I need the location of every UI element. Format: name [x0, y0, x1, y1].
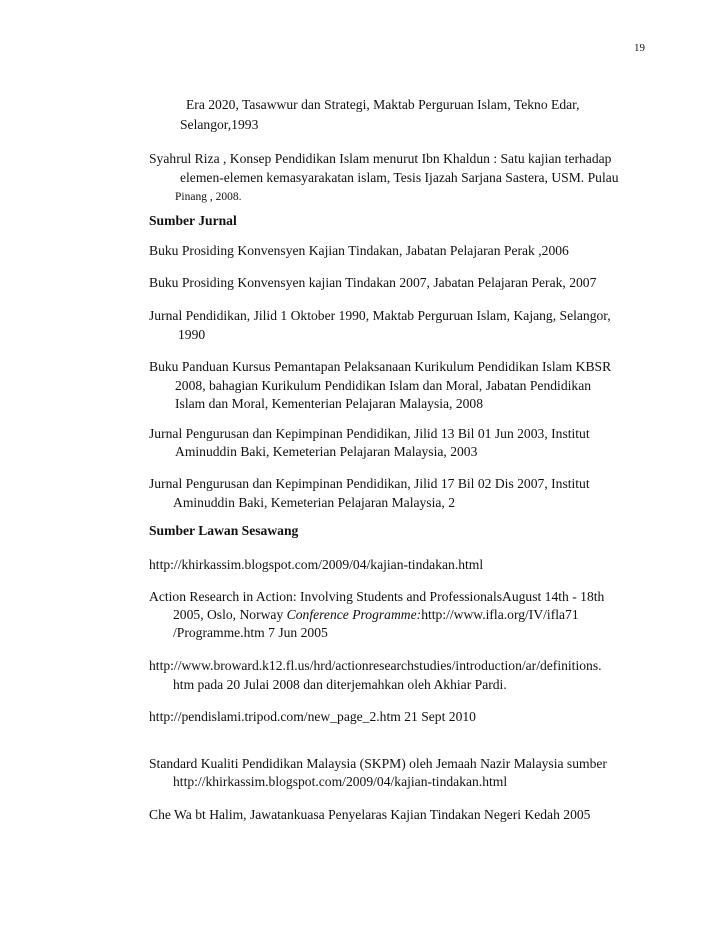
reference-line: Jurnal Pendidikan, Jilid 1 Oktober 1990, Maktab Perguruan Islam, Kajang, Selangor,	[149, 308, 611, 323]
reference-line: Buku Prosiding Konvensyen kajian Tindakan 2007, Jabatan Pelajaran Perak, 2007	[149, 275, 597, 290]
reference-line: Jurnal Pengurusan dan Kepimpinan Pendidikan, Jilid 13 Bil 01 Jun 2003, Institut	[149, 426, 590, 441]
reference-line: Era 2020, Tasawwur dan Strategi, Maktab Perguruan Islam, Tekno Edar,	[186, 97, 580, 112]
reference-text: 2005, Oslo, Norway	[173, 607, 287, 622]
reference-link[interactable]: http://khirkassim.blogspot.com/2009/04/kajian-tindakan.html	[149, 557, 484, 572]
reference-line: Selangor,1993	[180, 117, 259, 132]
reference-line: Buku Prosiding Konvensyen Kajian Tindakan, Jabatan Pelajaran Perak ,2006	[149, 243, 569, 258]
reference-line: elemen-elemen kemasyarakatan islam, Tesis Ijazah Sarjana Sastera, USM. Pulau	[180, 170, 619, 185]
page-number: 19	[634, 42, 645, 54]
conference-programme-label: Conference Programme:	[286, 607, 422, 622]
reference-line: 2008, bahagian Kurikulum Pendidikan Islam dan Moral, Jabatan Pendidikan	[175, 378, 592, 393]
reference-link[interactable]: http://www.broward.k12.fl.us/hrd/actionresearchstudies/introduction/ar/definitions.	[149, 658, 602, 673]
reference-line: Islam dan Moral, Kementerian Pelajaran Malaysia, 2008	[175, 396, 484, 411]
reference-line: Jurnal Pengurusan dan Kepimpinan Pendidikan, Jilid 17 Bil 02 Dis 2007, Institut	[149, 476, 590, 491]
reference-link[interactable]: http://pendislami.tripod.com/new_page_2.htm 21 Sept 2010	[149, 709, 476, 724]
reference-line: Standard Kualiti Pendidikan Malaysia (SKPM) oleh Jemaah Nazir Malaysia sumber	[149, 756, 607, 771]
section-heading-jurnal: Sumber Jurnal	[149, 213, 237, 228]
reference-line: Buku Panduan Kursus Pemantapan Pelaksanaan Kurikulum Pendidikan Islam KBSR	[149, 359, 612, 374]
reference-link[interactable]: http://www.ifla.org/IV/ifla71	[421, 607, 579, 622]
reference-line: Aminuddin Baki, Kemeterian Pelajaran Malaysia, 2003	[175, 444, 478, 459]
section-heading-lawan-sesawang: Sumber Lawan Sesawang	[149, 523, 299, 538]
reference-line: /Programme.htm 7 Jun 2005	[173, 625, 328, 640]
reference-line: 1990	[178, 327, 206, 342]
reference-line: htm pada 20 Julai 2008 dan diterjemahkan oleh Akhiar Pardi.	[173, 677, 507, 692]
reference-line: Che Wa bt Halim, Jawatankuasa Penyelaras Kajian Tindakan Negeri Kedah 2005	[149, 807, 591, 822]
reference-link[interactable]: http://khirkassim.blogspot.com/2009/04/kajian-tindakan.html	[173, 774, 508, 789]
reference-line: Syahrul Riza , Konsep Pendidikan Islam menurut Ibn Khaldun : Satu kajian terhadap	[149, 151, 612, 166]
reference-line: Aminuddin Baki, Kemeterian Pelajaran Malaysia, 2	[173, 495, 455, 510]
reference-line: Action Research in Action: Involving Students and ProfessionalsAugust 14th - 18th	[149, 589, 605, 604]
reference-line: Pinang , 2008.	[175, 191, 242, 203]
reference-line	[173, 606, 579, 623]
